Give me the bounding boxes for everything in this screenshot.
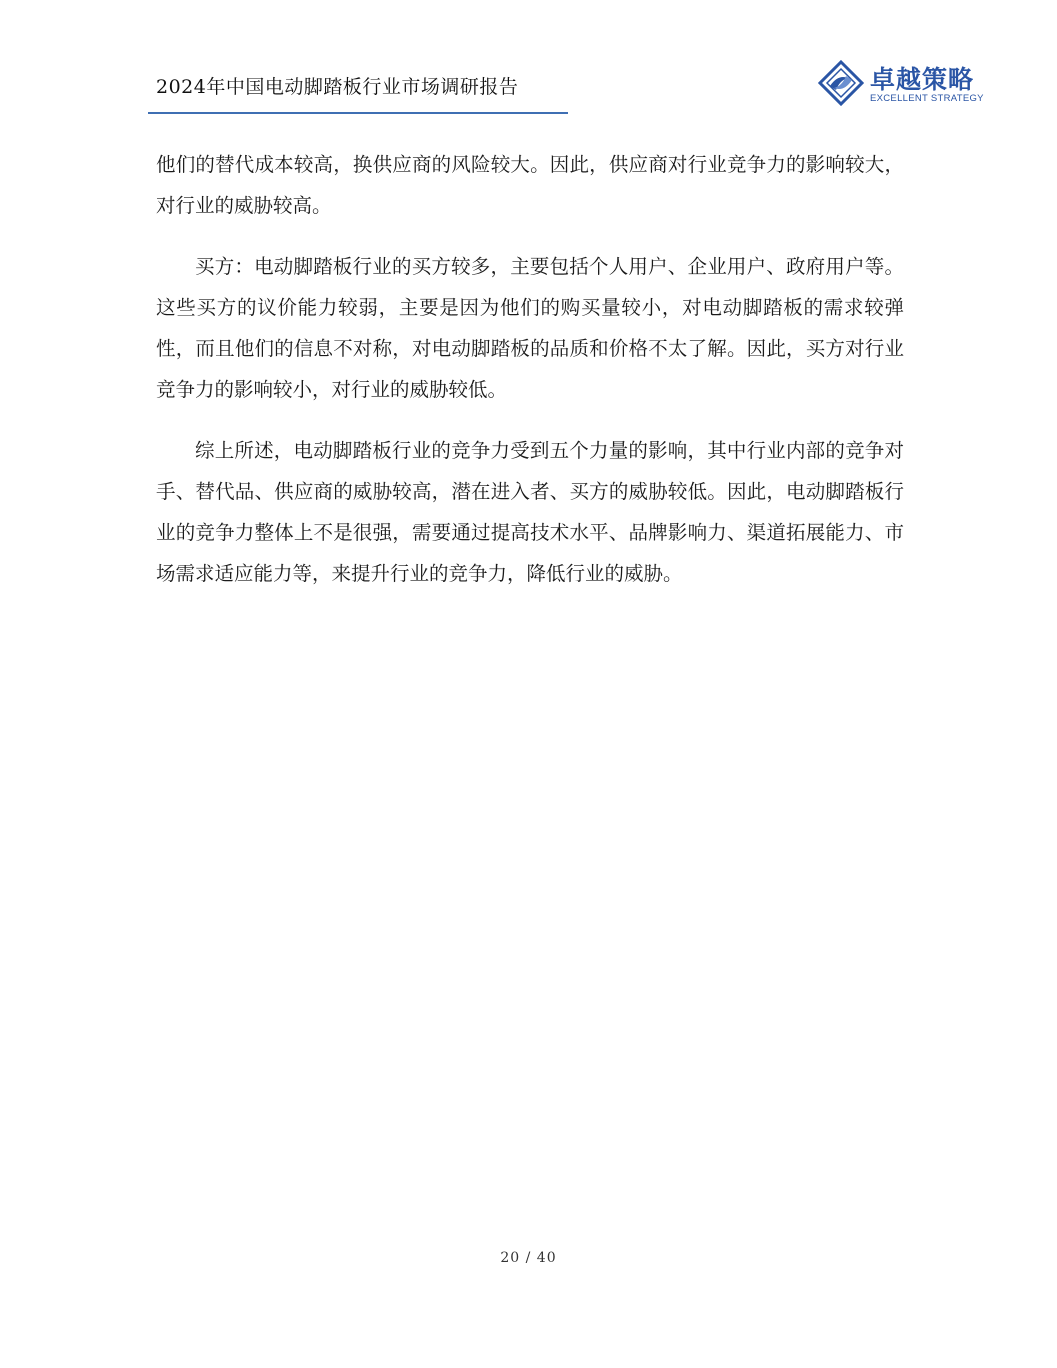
logo-english-name: EXCELLENT STRATEGY — [870, 93, 984, 104]
logo-chinese-name: 卓越策略 — [870, 65, 975, 94]
page-number: 20 / 40 — [500, 1250, 557, 1266]
paragraph-summary: 综上所述，电动脚踏板行业的竞争力受到五个力量的影响，其中行业内部的竞争对手、替代品、供应商的威胁较高，潜在进入者、买方的威胁较低。因此，电动脚踏板行业的竞争力整体上不是很强，需要通过提高技术水平、品牌影响力、渠道拓展能力、市场需求适应能力等，来提升行业的竞争力，降低行业的威胁。 — [156, 439, 904, 585]
company-logo — [818, 60, 988, 110]
header-divider — [148, 112, 568, 114]
paragraph-supplier-continuation: 他们的替代成本较高，换供应商的风险较大。因此，供应商对行业竞争力的影响较大，对行业的威胁较高。 — [156, 153, 904, 217]
document-header-title: 2024年中国电动脚踏板行业市场调研报告 — [156, 76, 519, 98]
document-body — [156, 144, 904, 614]
logo-diamond-icon — [818, 60, 864, 106]
paragraph-buyers: 买方：电动脚踏板行业的买方较多，主要包括个人用户、企业用户、政府用户等。这些买方的议价能力较弱，主要是因为他们的购买量较小，对电动脚踏板的需求较弹性，而且他们的信息不对称，对电动脚踏板的品质和价格不太了解。因此，买方对行业竞争力的影响较小，对行业的威胁较低。 — [156, 255, 904, 401]
